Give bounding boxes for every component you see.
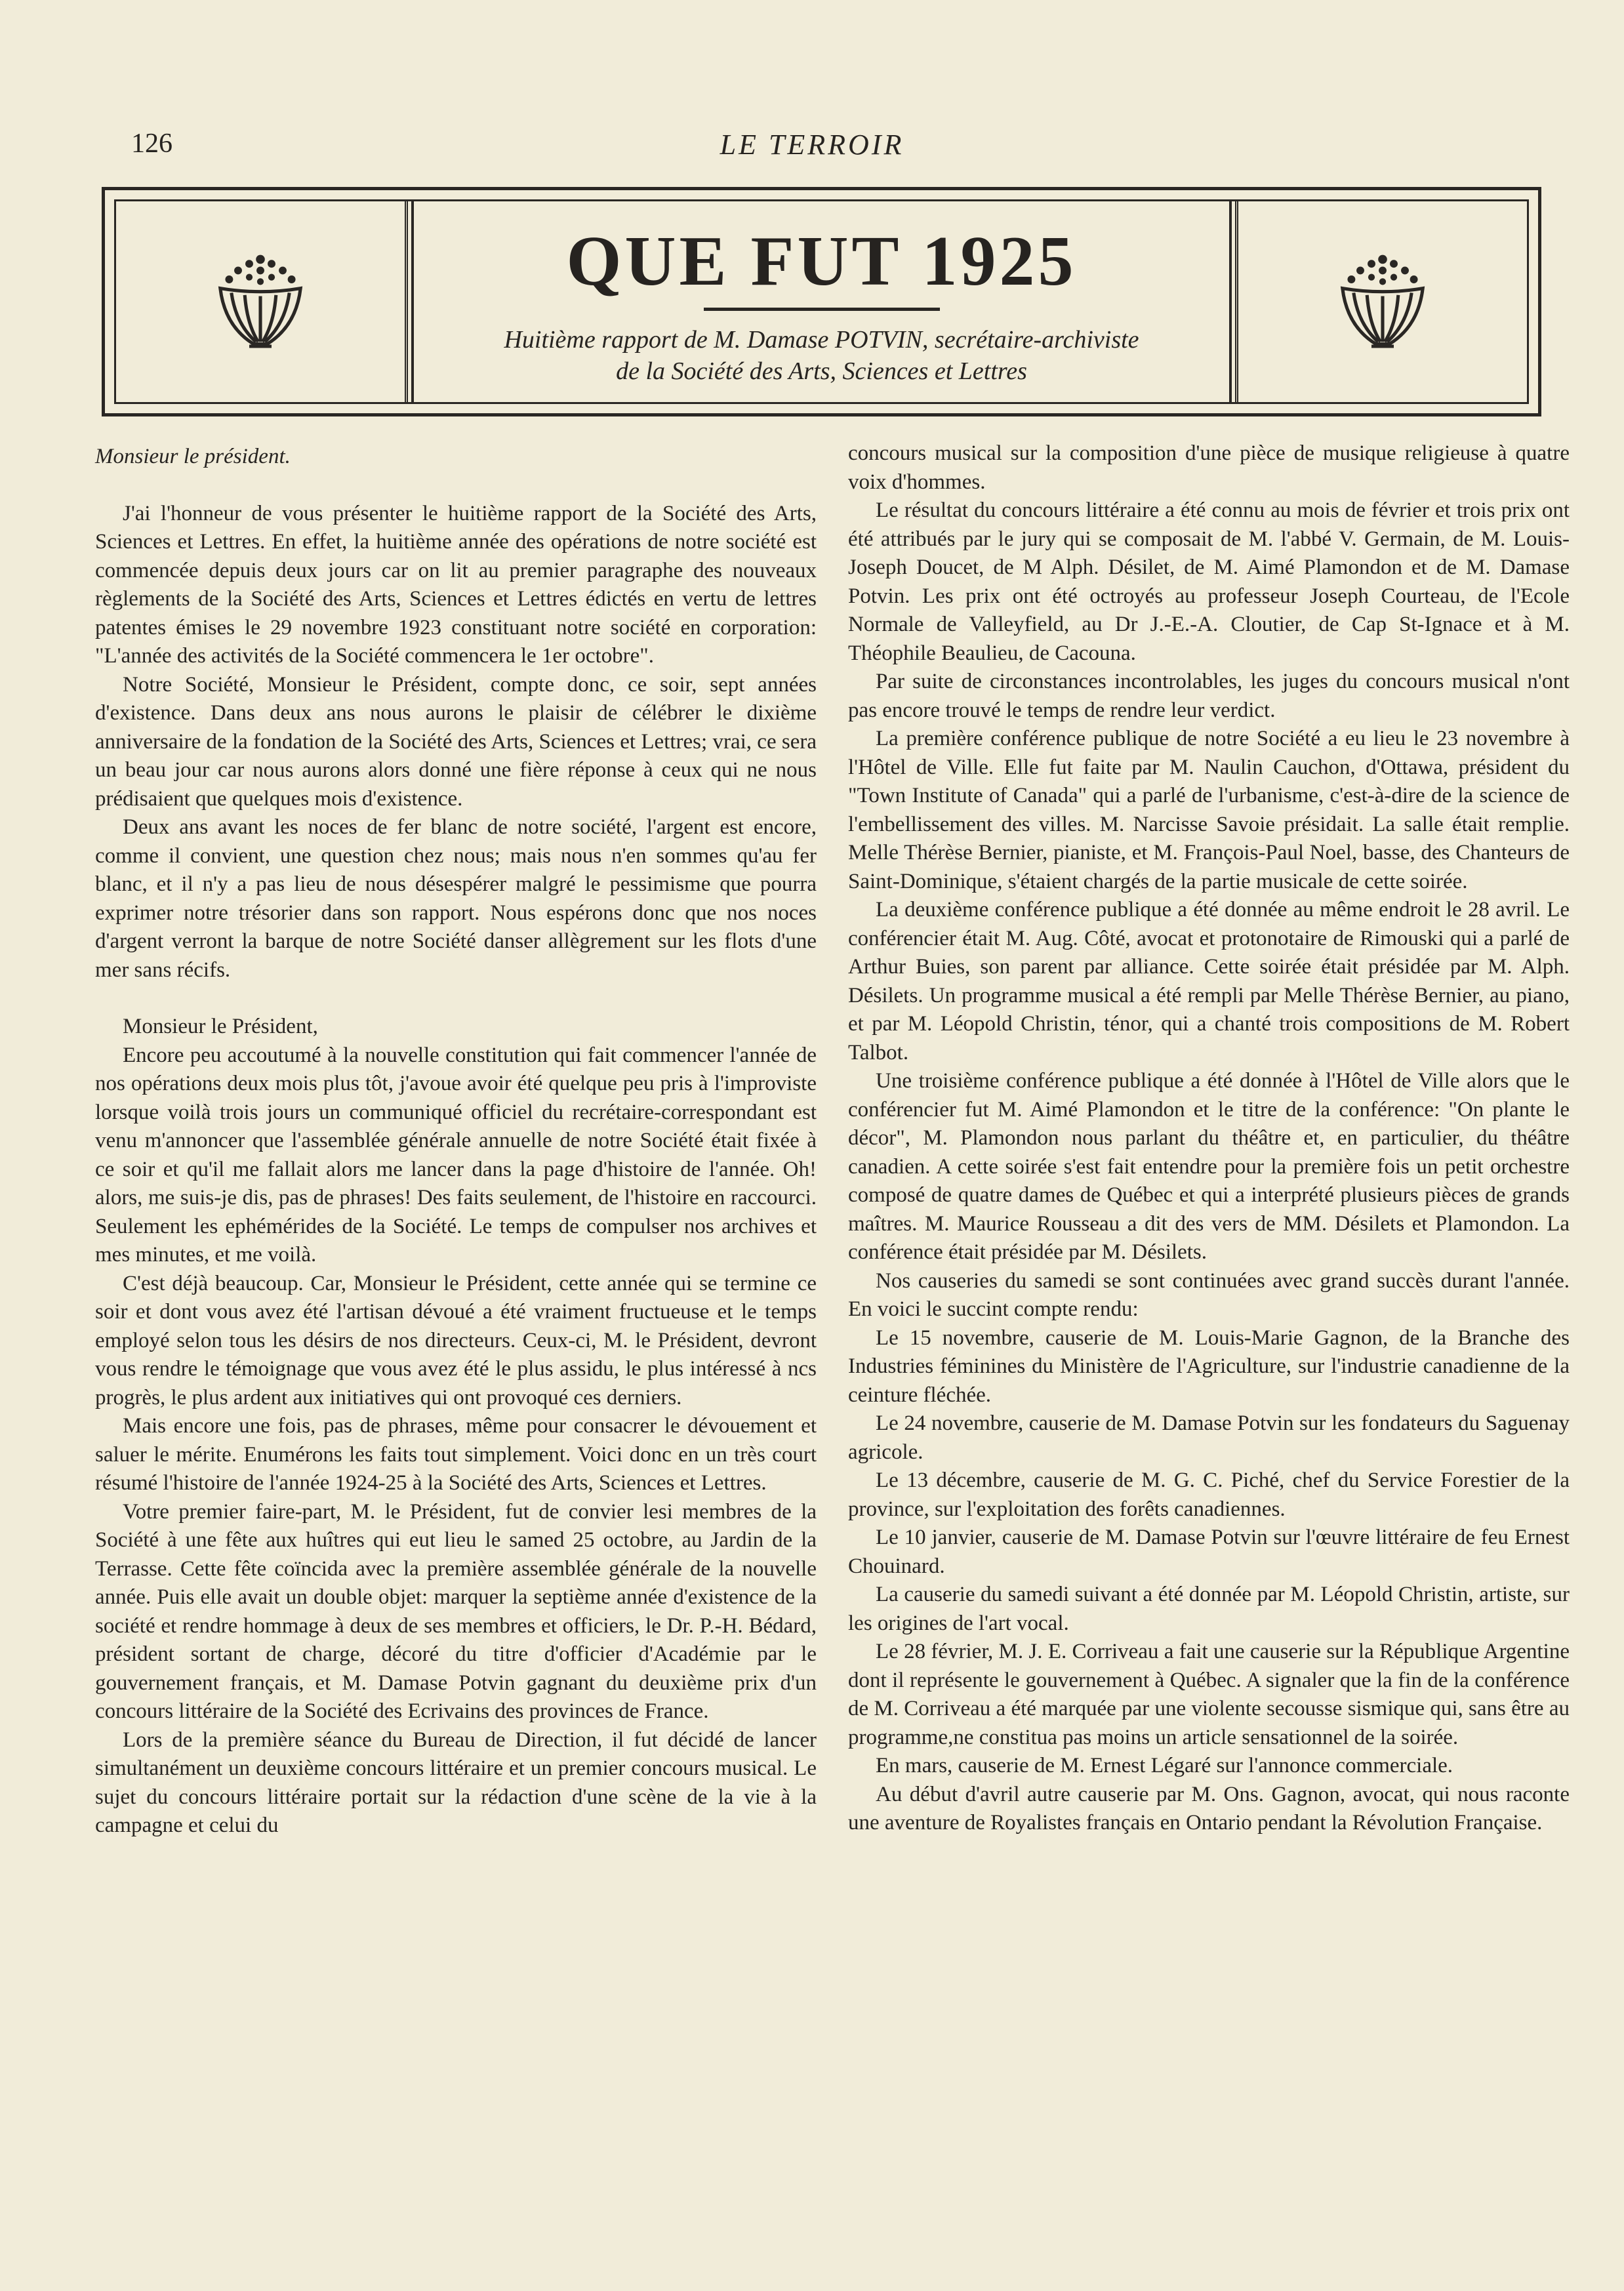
right-column <box>848 439 1570 1838</box>
scallop-shell-icon <box>205 246 316 357</box>
paragraph: Nos causeries du samedi se sont continuées avec grand succès durant l'année. En voici le succint compte rendu: <box>848 1268 1570 1321</box>
page-number: 126 <box>131 129 173 159</box>
second-salutation: Monsieur le Président, <box>123 1015 318 1038</box>
paragraph: Encore peu accoutumé à la nouvelle constitution qui fait commencer l'année de nos opérations deux mois plus tôt, j'avoue avoir été quelque peu pris à l'improviste lorsque voilà trois jours un communiqué officiel du recrétaire-correspondant est venu m'annoncer que l'assemblée générale annuelle de notre Société était fixée à ce soir et qu'il me fallait alors me lancer dans la page d'histoire de l'année. Oh! alors, me suis-je dis, pas de phrases! Des faits seulement, de l'histoire en raccourci. Seulement les ephémérides de la Société. Le temps de compulser nos archives et mes minutes, et me voilà. <box>95 1043 817 1267</box>
paragraph: Le 10 janvier, causerie de M. Damase Potvin sur l'œuvre littéraire de feu Ernest Chouinard. <box>848 1526 1570 1578</box>
paragraph: Mais encore une fois, pas de phrases, même pour consacrer le dévouement et saluer le mérite. Enumérons les faits tout simplement. Voici donc en un très court résumé l'histoire de l'année 1924-25 à la Société des Arts, Sciences et Lettres. <box>95 1414 817 1495</box>
paragraph: Au début d'avril autre causerie par M. Ons. Gagnon, avocat, qui nous raconte une aventure de Royalistes français en Ontario pendant la Révolution Française. <box>848 1782 1570 1835</box>
running-head <box>105 128 1519 167</box>
paragraph: Deux ans avant les noces de fer blanc de notre société, l'argent est encore, comme il convient, une question chez nous; mais nous n'en sommes qu'au fer blanc, et il n'y a pas lieu de nous désespérer malgré le pessimisme que pourra exprimer notre trésorier dans son rapport. Nous espérons donc que nos noces d'argent verront la barque de notre Société danser allègrement sur les flots d'une mer sans récifs. <box>95 815 817 982</box>
subtitle-line-1: Huitième rapport de M. Damase POTVIN, secrétaire-archiviste <box>504 326 1139 354</box>
subtitle-line-2: de la Société des Arts, Sciences et Lettres <box>616 357 1027 385</box>
scallop-shell-icon <box>1327 246 1438 357</box>
paragraph: La causerie du samedi suivant a été donnée par M. Léopold Christin, artiste, sur les origines de l'art vocal. <box>848 1583 1570 1635</box>
paragraph: Le 15 novembre, causerie de M. Louis-Marie Gagnon, de la Branche des Industries féminines du Ministère de l'Agriculture, sur l'industrie canadienne de la ceinture fléchée. <box>848 1326 1570 1407</box>
title-rule <box>704 308 940 311</box>
title-box <box>102 187 1541 416</box>
paragraph: Le 28 février, M. J. E. Corriveau a fait une causerie sur la République Argentine dont il représente le gouvernement à Québec. A signaler que la fin de la conférence de M. Corriveau a été marquée par une violente secousse sismique qui, sans être au programme,ne constitua pas moins un article sensationnel de la soirée. <box>848 1640 1570 1749</box>
paragraph: Par suite de circonstances incontrolables, les juges du concours musical n'ont pas encore trouvé le temps de rendre leur verdict. <box>848 670 1570 722</box>
title-box-inner <box>114 199 1529 404</box>
paragraph: En mars, causerie de M. Ernest Légaré sur l'annonce commerciale. <box>876 1754 1453 1777</box>
paragraph: La deuxième conférence publique a été donnée au même endroit le 28 avril. Le conférencier était M. Aug. Côté, avocat et protonotaire de Rimouski qui a parlé de Arthur Buies, son parent par alliance. Cette soirée était présidée par M. Alph. Désilets. Un programme musical a été rempli par Melle Thérèse Bernier, au piano, et par M. Léopold Christin, ténor, qui a chanté trois compositions de M. Robert Talbot. <box>848 898 1570 1064</box>
paragraph: La première conférence publique de notre Société a eu lieu le 23 novembre à l'Hôtel de Ville. Elle fut faite par M. Naulin Cauchon, d'Ottawa, président du "Town Institute of Canada" qui a parlé de l'urbanisme, c'est-à-dire de la science de l'embellissement des villes. M. Narcisse Savoie présidait. La salle était remplie. Melle Thérèse Bernier, pianiste, et M. François-Paul Noel, basse, des Chanteurs de Saint-Dominique, s'étaient chargés de la partie musicale de cette soirée. <box>848 727 1570 893</box>
title-center <box>418 201 1225 402</box>
left-ornament-panel <box>116 201 408 402</box>
paragraph: Le 13 décembre, causerie de M. G. C. Piché, chef du Service Forestier de la province, sur l'exploitation des forêts canadiennes. <box>848 1469 1570 1521</box>
paragraph: Le 24 novembre, causerie de M. Damase Potvin sur les fondateurs du Saguenay agricole. <box>848 1411 1570 1464</box>
article-title: QUE FUT 1925 <box>566 222 1077 300</box>
paragraph: Une troisième conférence publique a été donnée à l'Hôtel de Ville alors que le conférencier fut M. Aimé Plamondon et le titre de la conférence: "On plante le décor", M. Plamondon nous parlant du théâtre et, en particulier, du théâtre canadien. A cette soirée s'est fait entendre pour la première fois un petit orchestre composé de quatre dames de Québec et qui a interprété plusieurs pièces de grands maîtres. M. Maurice Rousseau a dit des vers de MM. Désilets et Plamondon. La conférence était présidée par M. Désilets. <box>848 1069 1570 1264</box>
left-column <box>95 443 817 1840</box>
paragraph: Votre premier faire-part, M. le Président, fut de convier lesi membres de la Société à une fête aux huîtres qui eut lieu le samed 25 octobre, au Jardin de la Terrasse. Cette fête coïncida avec la première assemblée générale de la nouvelle année. Puis elle avait un double objet: marquer la septième année d'existence de la société et rendre hommage à deux de ses membres et officiers, le Dr. P.-H. Bédard, président sortant de charge, décoré du titre d'officier d'Académie par le gouvernement français, et M. Damase Potvin gagnant du deuxième prix d'un concours littéraire de la Société des Ecrivains des provinces de France. <box>95 1499 817 1723</box>
paragraph: Le résultat du concours littéraire a été connu au mois de février et trois prix ont été attribués par le jury qui se composait de M. l'abbé V. Germain, de M. Louis-Joseph Doucet, de M Alph. Désilet, de M. Aimé Plamondon et de M. Damase Potvin. Les prix ont été octroyés au professeur Joseph Courteau, de l'Ecole Normale de Valleyfield, au Dr J.-E.-A. Cloutier, de Cap St-Ignace et à M. Théophile Beaulieu, de Cacouna. <box>848 498 1570 665</box>
paragraph: J'ai l'honneur de vous présenter le huitième rapport de la Société des Arts, Sciences et Lettres. En effet, la huitième année des opérations de notre société est commencée depuis deux jours car on lit au premier paragraphe des nouveaux règlements de la Société des Arts, Sciences et Lettres édictés en vertu de lettres patentes émises le 29 novembre 1923 constituant notre société en corporation: "L'année des activités de la Société commencera le 1er octobre". <box>95 501 817 668</box>
journal-title: LE TERROIR <box>720 129 904 161</box>
paragraph: C'est déjà beaucoup. Car, Monsieur le Président, cette année qui se termine ce soir et dont vous avez été l'artisan dévoué a été vraiment fructueuse et le temps employé selon tous les désirs de nos directeurs. Ceux-ci, M. le Président, devront vous rendre le témoignage que vous avez été le plus assidu, le plus intéressé à ncs progrès, le plus ardent aux initiatives qui ont provoqué ces derniers. <box>95 1271 817 1409</box>
right-ornament-panel <box>1235 201 1527 402</box>
opening-salutation: Monsieur le président. <box>95 445 291 468</box>
paragraph: Lors de la première séance du Bureau de Direction, il fut décidé de lancer simultanément un deuxième concours littéraire et un premier concours musical. Le sujet du concours littéraire portait sur la rédaction d'une scène de la vie à la campagne et celui du <box>95 1728 817 1837</box>
paragraph-continued: concours musical sur la composition d'une pièce de musique religieuse à quatre voix d'hommes. <box>848 441 1570 494</box>
paragraph: Notre Société, Monsieur le Président, compte donc, ce soir, sept années d'existence. Dans deux ans nous aurons le plaisir de célébrer le dixième anniversaire de la fondation de la Société des Arts, Sciences et Lettres; vrai, ce sera un beau jour car nous aurons alors donné une fière réponse à ceux qui ne nous prédisaient que quelques mois d'existence. <box>95 672 817 811</box>
